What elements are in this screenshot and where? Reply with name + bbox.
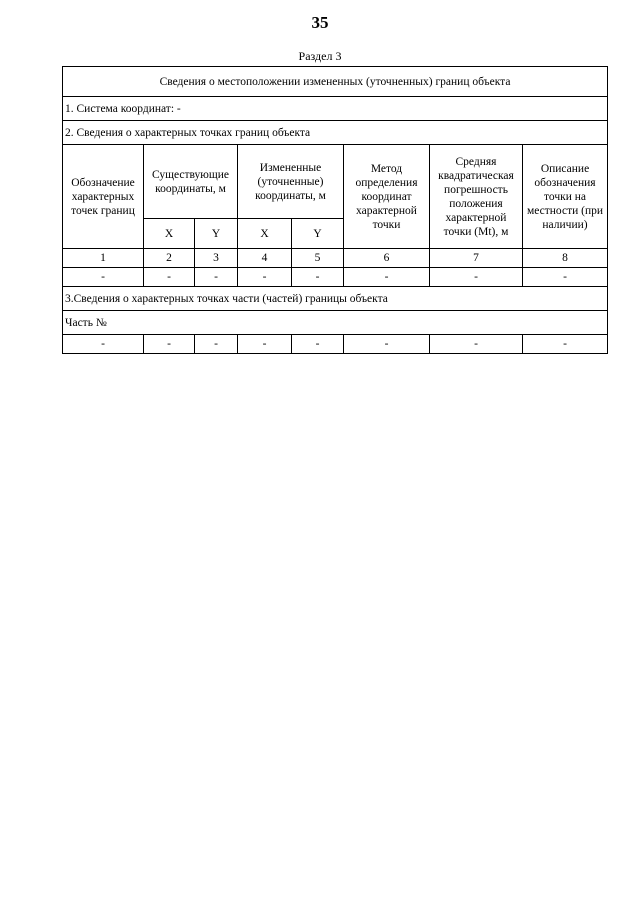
- part-data-row: [63, 335, 608, 354]
- table-cell: -: [430, 268, 523, 287]
- column-number: 4: [238, 249, 292, 268]
- table-cell: -: [63, 268, 144, 287]
- table-cell: -: [63, 335, 144, 354]
- boundaries-table: [62, 66, 608, 354]
- header-changed-coords: Измененные (уточненные) координаты, м: [238, 145, 344, 219]
- column-number: 7: [430, 249, 523, 268]
- header-existing-x: X: [144, 219, 195, 249]
- table-cell: -: [523, 335, 608, 354]
- header-description: Описание обозначения точки на местности (при наличии): [523, 145, 608, 249]
- part-label-row: Часть №: [63, 311, 608, 335]
- table-cell: -: [144, 335, 195, 354]
- header-existing-y: Y: [195, 219, 238, 249]
- header-method: Метод определения координат характерной точки: [344, 145, 430, 249]
- column-number: 1: [63, 249, 144, 268]
- table-cell: -: [195, 335, 238, 354]
- table-cell: -: [523, 268, 608, 287]
- section-label: Раздел 3: [298, 49, 342, 63]
- table-cell: -: [292, 335, 344, 354]
- table-cell: -: [238, 335, 292, 354]
- table-cell: -: [344, 268, 430, 287]
- column-number: 8: [523, 249, 608, 268]
- header-changed-x: X: [238, 219, 292, 249]
- header-existing-coords: Существующие координаты, м: [144, 145, 238, 219]
- column-numbers-row: [63, 249, 608, 268]
- table-cell: -: [292, 268, 344, 287]
- table-cell: -: [344, 335, 430, 354]
- points-data-row: [63, 268, 608, 287]
- table-cell: -: [430, 335, 523, 354]
- page-number: 35: [311, 13, 329, 32]
- points-section-row: 2. Сведения о характерных точках границ объекта: [63, 121, 608, 145]
- table-cell: -: [144, 268, 195, 287]
- coord-system-row: 1. Система координат: -: [63, 97, 608, 121]
- column-number: 2: [144, 249, 195, 268]
- column-number: 3: [195, 249, 238, 268]
- header-designation: Обозначение характерных точек границ: [63, 145, 144, 249]
- table-title: Сведения о местоположении измененных (уточненных) границ объекта: [63, 67, 608, 97]
- column-number: 5: [292, 249, 344, 268]
- header-changed-y: Y: [292, 219, 344, 249]
- table-cell: -: [238, 268, 292, 287]
- header-error: Средняя квадратическая погрешность положения характерной точки (Mt), м: [430, 145, 523, 249]
- table-cell: -: [195, 268, 238, 287]
- part-section-row: 3.Сведения о характерных точках части (частей) границы объекта: [63, 287, 608, 311]
- column-number: 6: [344, 249, 430, 268]
